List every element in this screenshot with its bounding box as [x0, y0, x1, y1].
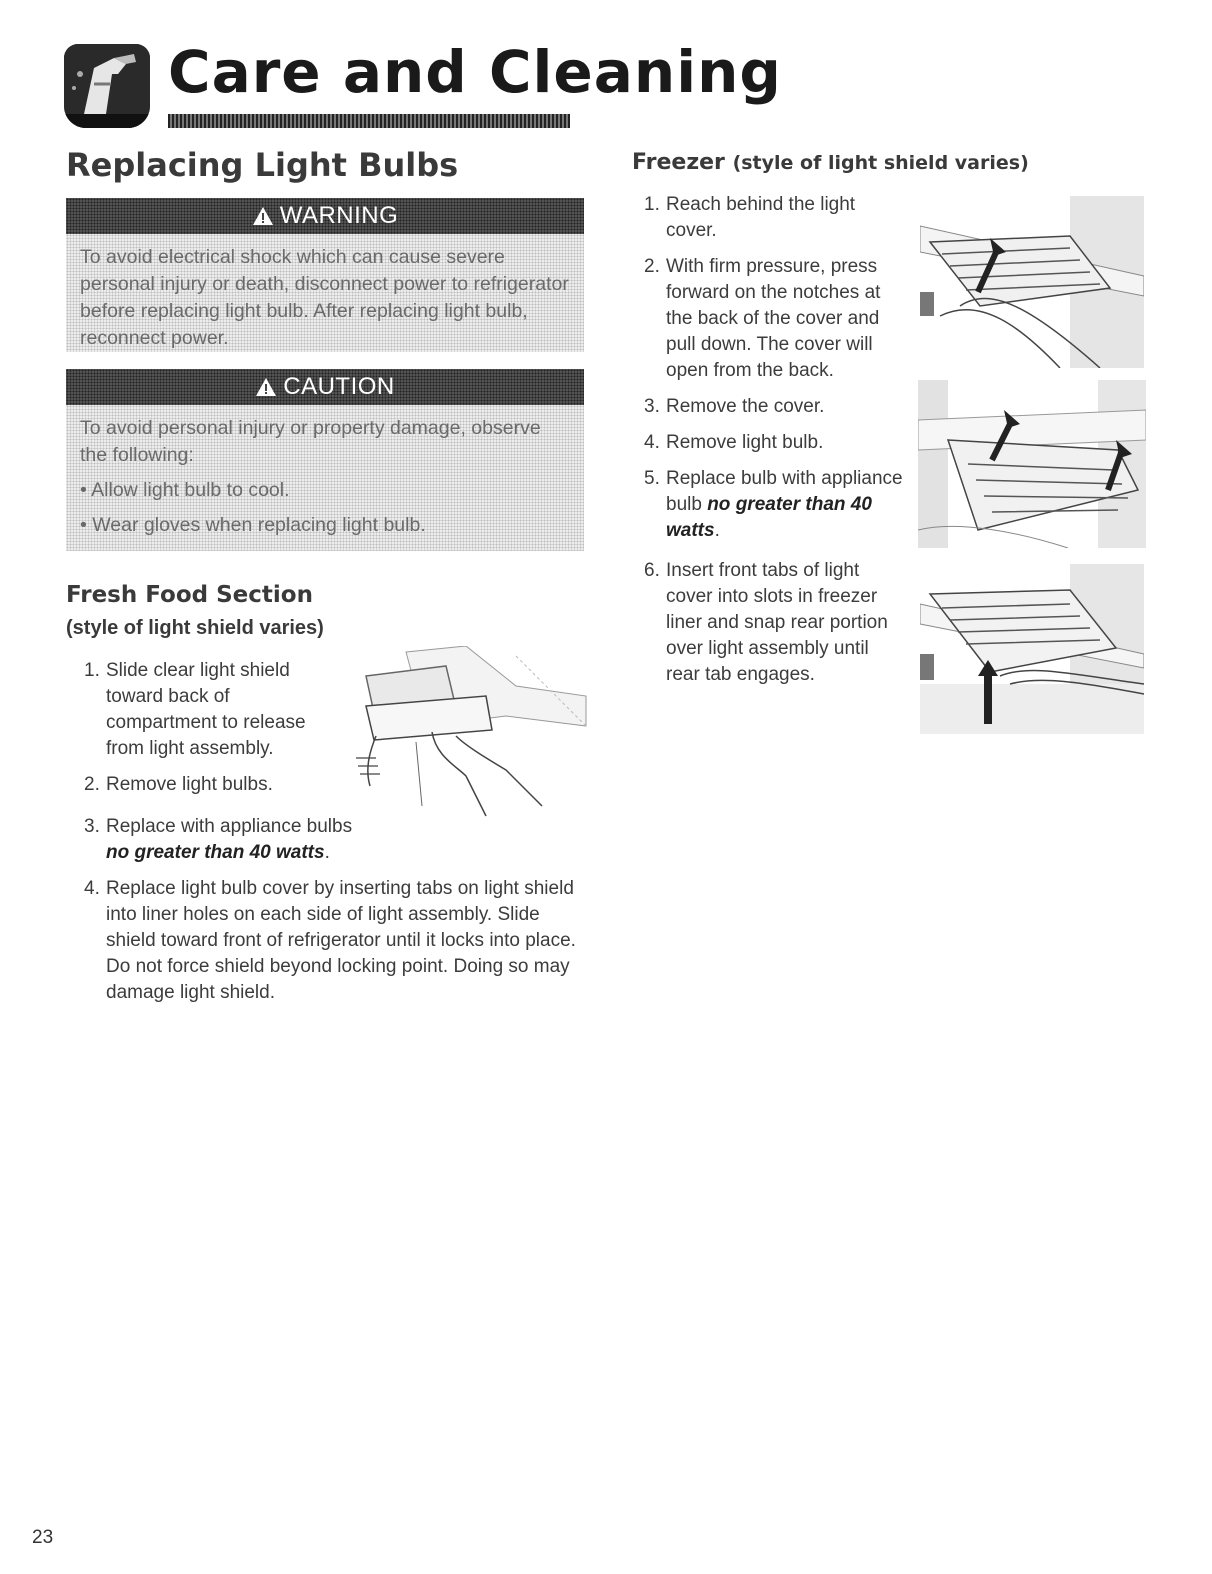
caution-intro: To avoid personal injury or property damage, observe the following: [80, 417, 541, 466]
list-item: 1. Slide clear light shield toward back of compartment to release from light assembly. [84, 660, 306, 759]
warning-text: To avoid electrical shock which can cause severe personal injury or death, disconnect power to refrigerator before replacing light bulb. After replacing light bulb, reconnect power. [80, 246, 569, 349]
page-header [64, 38, 782, 130]
fresh-food-title: Fresh Food Section [66, 582, 313, 608]
list-item: 2. With firm pressure, press forward on the notches at the back of the cover and pull down. The cover will open from the back. [644, 256, 881, 381]
warning-box [66, 198, 584, 352]
header-rule [168, 114, 570, 128]
caution-triangle-icon [255, 377, 277, 397]
caution-heading-text: CAUTION [283, 373, 395, 400]
list-item: 5. Replace bulb with appliance bulb no greater than 40 watts. [644, 468, 903, 541]
warning-heading-text: WARNING [279, 202, 399, 229]
fresh-food-steps-bottom [84, 814, 584, 1016]
list-item: 1. Reach behind the light cover. [644, 194, 856, 241]
fresh-food-light-shield-illustration [336, 646, 592, 826]
freezer-subtitle: (style of light shield varies) [732, 152, 1029, 174]
list-item: 4. Replace light bulb cover by inserting tabs on light shield into liner holes on each side of light assembly. Slide shield toward front of refrigerator until it locks into place. Do not force shield beyond locking point. Doing so may damage light shield. [84, 878, 576, 1003]
freezer-cover-press-illustration [920, 196, 1144, 368]
freezer-steps [644, 192, 906, 698]
caution-heading [66, 369, 584, 405]
freezer-heading [632, 150, 1029, 175]
caution-bullet: • Allow light bulb to cool. [80, 479, 290, 501]
warning-triangle-icon [252, 206, 274, 226]
page-title: Replacing Light Bulbs [66, 146, 459, 184]
list-item: 4. Remove light bulb. [644, 432, 824, 453]
caution-box [66, 369, 584, 551]
freezer-cover-install-illustration [920, 564, 1144, 734]
spray-bottle-icon [64, 44, 150, 128]
fresh-food-subtitle: (style of light shield varies) [66, 617, 324, 639]
list-item: 2. Remove light bulbs. [84, 774, 273, 795]
freezer-title: Freezer [632, 150, 725, 175]
page-number: 23 [32, 1527, 54, 1548]
caution-bullet: • Wear gloves when replacing light bulb. [80, 514, 426, 536]
list-item: 6. Insert front tabs of light cover into slots in freezer liner and snap rear portion over light assembly until rear tab engages. [644, 560, 888, 685]
fresh-food-steps-top [84, 658, 334, 808]
list-item: 3. Replace with appliance bulbs no greater than 40 watts. [84, 816, 353, 863]
header-title: Care and Cleaning [168, 38, 782, 106]
list-item: 3. Remove the cover. [644, 396, 825, 417]
warning-heading [66, 198, 584, 234]
freezer-cover-open-illustration [918, 380, 1146, 548]
